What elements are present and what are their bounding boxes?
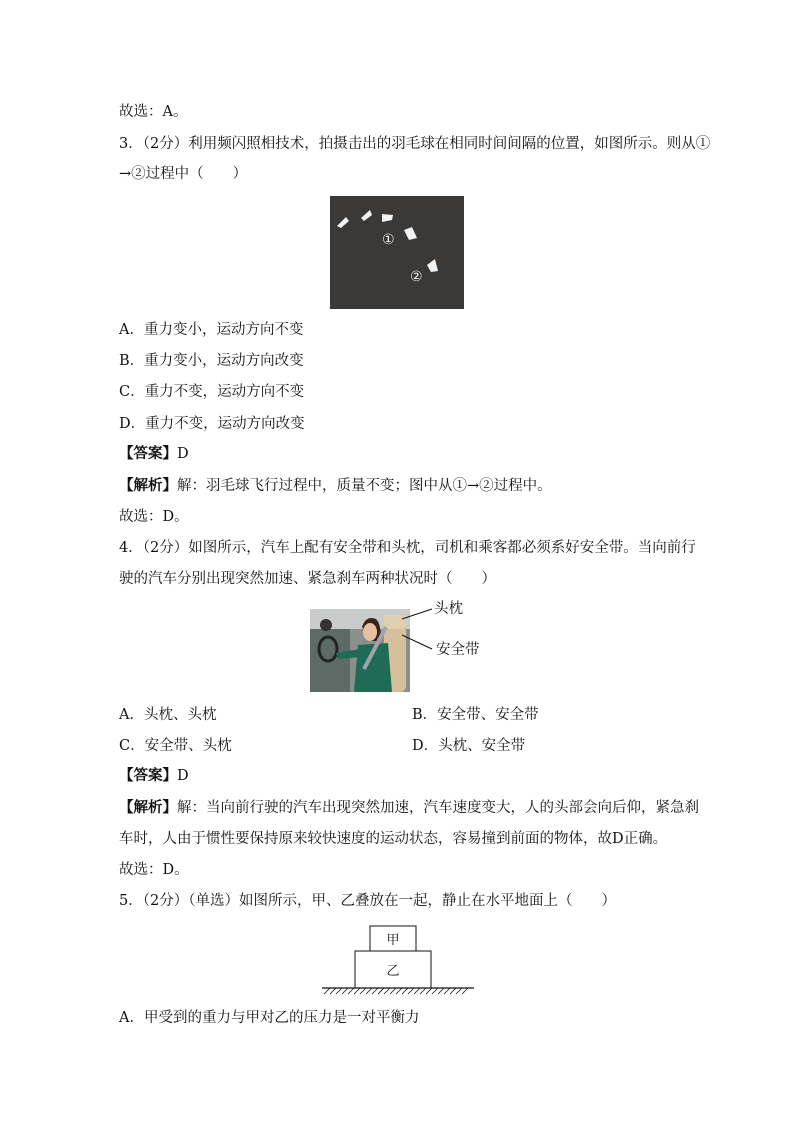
stacked-blocks-diagram [322,924,474,996]
label-position-1: ① [382,232,395,248]
q5-stem: 5．（2分）（单选）如图所示，甲、乙叠放在一起，静止在水平地面上（ ） [119,893,616,909]
photo-background [330,196,464,309]
analysis-text: 解：羽毛球飞行过程中，质量不变；图中从①→②过程中。 [177,478,552,494]
q3-option-a: A．重力变小，运动方向不变 [119,322,304,338]
q2-choice: 故选：A。 [119,104,188,120]
q4-stem-line2: 驶的汽车分别出现突然加速、紧急刹车两种状况时（ ） [119,571,496,587]
answer-tag: 【答案】 [119,767,177,784]
q3-option-c: C．重力不变，运动方向不变 [119,384,305,400]
q3-choice: 故选：D。 [119,509,189,525]
q4-option-a: A．头枕、头枕 [119,707,217,723]
answer-tag: 【答案】 [119,445,177,462]
shuttlecock-figure [330,196,464,309]
ground-hatching [324,988,468,994]
analysis-text: 解：当向前行驶的汽车出现突然加速，汽车速度变大，人的头部会向后仰，紧急刹 [177,800,699,816]
q3-option-d: D．重力不变，运动方向改变 [119,416,305,432]
q5-option-a: A．甲受到的重力与甲对乙的压力是一对平衡力 [119,1010,420,1026]
driver-head [363,623,377,641]
q4-stem-line1: 4．（2分）如图所示，汽车上配有安全带和头枕，司机和乘客都必须系好安全带。当向前行 [119,540,696,556]
q4-choice: 故选：D。 [119,862,189,878]
q4-option-b: B．安全带、安全带 [412,707,539,723]
q4-option-d: D．头枕、安全带 [412,738,526,754]
q3-stem-line1: 3．（2分）利用频闪照相技术，拍摄击出的羽毛球在相同时间间隔的位置，如图所示。则从① [119,136,711,152]
label-jia: 甲 [386,933,400,948]
label-yi: 乙 [386,964,400,979]
q3-analysis [119,476,552,496]
answer-value: D [177,768,189,784]
q4-analysis-line1 [119,798,699,818]
q3-stem-line2: →②过程中（ ） [119,166,248,182]
analysis-tag: 【解析】 [119,477,177,494]
headrest [384,615,406,629]
answer-value: D [177,446,189,462]
shuttlecock-photo [330,196,464,309]
analysis-tag: 【解析】 [119,799,177,816]
q4-analysis-line2: 车时，人由于惯性要保持原来较快速度的运动状态，容易撞到前面的物体，故D正确。 [119,831,668,847]
q4-option-c: C．安全带、头枕 [119,738,232,754]
label-position-2: ② [410,269,423,285]
q3-option-b: B．重力变小，运动方向改变 [119,353,304,369]
q3-answer [119,444,189,464]
car-seat-figure [308,597,498,693]
q4-answer [119,766,189,786]
stacked-blocks-figure [322,924,474,996]
label-seatbelt: 安全带 [436,642,480,658]
car-seat-photo [308,597,498,693]
label-headrest: 头枕 [434,601,463,617]
